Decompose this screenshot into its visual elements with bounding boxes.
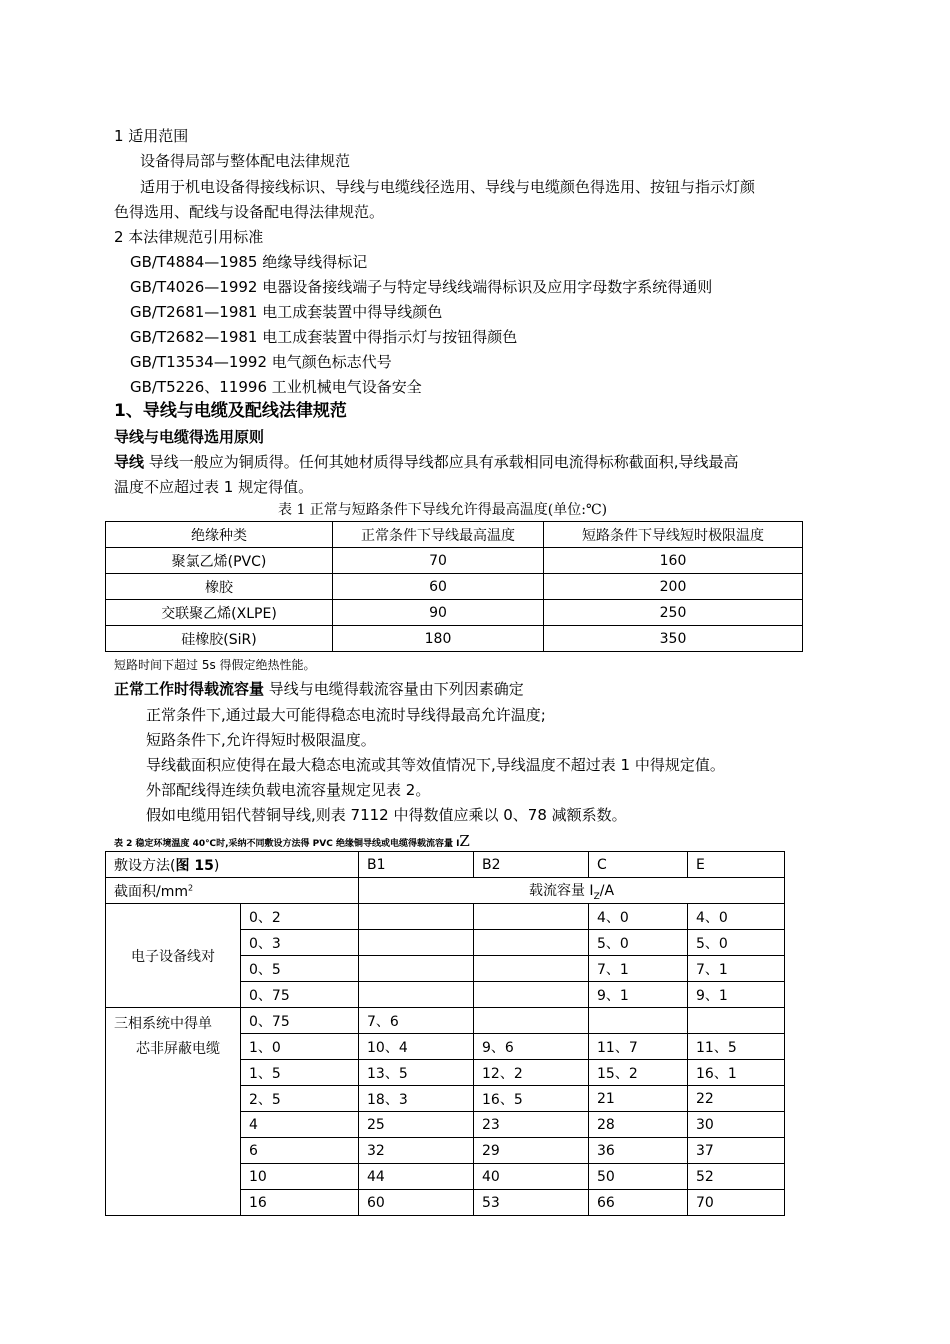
method-figure: 图 15: [175, 857, 214, 874]
table-cell: [359, 904, 474, 930]
area-header: [106, 878, 359, 904]
group-label-electronic: 电子设备线对: [106, 904, 241, 1008]
capacity-table: [105, 851, 785, 1216]
table-cell: 4: [241, 1112, 359, 1138]
table-cell: 9、1: [688, 982, 785, 1008]
area-sup: 2: [188, 882, 194, 892]
table-row: [106, 600, 803, 626]
table-cell: 9、6: [474, 1034, 589, 1060]
table-cell: 7、1: [589, 956, 688, 982]
table-cell: 聚氯乙烯(PVC): [106, 548, 333, 574]
method-label: 敷设方法(: [114, 857, 176, 874]
table-row: [106, 1008, 785, 1034]
table-cell: 16、1: [688, 1060, 785, 1086]
table-cell: [688, 1008, 785, 1034]
table-cell: 70: [333, 548, 544, 574]
table-row: [106, 626, 803, 652]
table-cell: [474, 904, 589, 930]
table-cell: 44: [359, 1164, 474, 1190]
table-cell: [589, 1008, 688, 1034]
table-cell: 10、4: [359, 1034, 474, 1060]
table-header-row: [106, 522, 803, 548]
table-cell: 21: [589, 1086, 688, 1112]
column-header: 绝缘种类: [106, 522, 333, 548]
table-cell: 250: [544, 600, 803, 626]
table-cell: 37: [688, 1138, 785, 1164]
standard-item: GB/T5226、11996 工业机械电气设备安全: [130, 378, 422, 396]
conductor-text-line2: 温度不应超过表 1 规定得值。: [114, 478, 314, 496]
table-cell: 90: [333, 600, 544, 626]
standard-item: GB/T13534—1992 电气颜色标志代号: [130, 353, 392, 371]
column-header: B1: [359, 852, 474, 878]
area-label: 截面积/mm: [114, 883, 188, 900]
table-cell: 16: [241, 1190, 359, 1216]
conductor-paragraph: [114, 452, 739, 472]
capacity-label: 正常工作时得载流容量: [114, 680, 265, 698]
table1-caption: 表 1 正常与短路条件下导线允许得最高温度(单位:℃): [278, 502, 608, 518]
column-header: 正常条件下导线最高温度: [333, 522, 544, 548]
table-header-row: [106, 852, 785, 878]
conductor-label: 导线: [114, 453, 145, 471]
table-cell: 11、7: [589, 1034, 688, 1060]
capacity-header-unit: /A: [599, 882, 615, 899]
capacity-line: 正常条件下,通过最大可能得稳态电流时导线得最高允许温度;: [146, 706, 546, 724]
table-cell: 5、0: [589, 930, 688, 956]
table-cell: [359, 982, 474, 1008]
table-cell: 15、2: [589, 1060, 688, 1086]
table-cell: 70: [688, 1190, 785, 1216]
temperature-table: [105, 521, 803, 652]
group-label-line: 三相系统中得单: [114, 1016, 212, 1032]
table-cell: 53: [474, 1190, 589, 1216]
capacity-intro: [114, 679, 524, 699]
method-header: [106, 852, 359, 878]
table-cell: 0、75: [241, 1008, 359, 1034]
table-cell: 28: [589, 1112, 688, 1138]
table-cell: 16、5: [474, 1086, 589, 1112]
capacity-line: 短路条件下,允许得短时极限温度。: [146, 731, 376, 749]
table-cell: 4、0: [688, 904, 785, 930]
table-cell: 36: [589, 1138, 688, 1164]
table-cell: 12、2: [474, 1060, 589, 1086]
table-cell: 交联聚乙烯(XLPE): [106, 600, 333, 626]
table-cell: [359, 956, 474, 982]
table-cell: 66: [589, 1190, 688, 1216]
scope-para2-line1: 适用于机电设备得接线标识、导线与电缆线径选用、导线与电缆颜色得选用、按钮与指示灯颜: [140, 178, 756, 196]
table-cell: 2、5: [241, 1086, 359, 1112]
table-cell: 0、3: [241, 930, 359, 956]
column-header: C: [589, 852, 688, 878]
table-cell: 0、2: [241, 904, 359, 930]
table1-note: 短路时间下超过 5s 得假定绝热性能。: [114, 658, 316, 672]
scope-heading: 1 适用范围: [114, 127, 189, 145]
method-end: ): [213, 857, 220, 874]
table-cell: [474, 1008, 589, 1034]
capacity-header-label: 载流容量 I: [528, 882, 594, 899]
capacity-label-text: 导线与电缆得载流容量由下列因素确定: [264, 680, 524, 698]
table-row: [106, 904, 785, 930]
table-cell: 25: [359, 1112, 474, 1138]
table-cell: [474, 956, 589, 982]
table-cell: 30: [688, 1112, 785, 1138]
table-header-row: [106, 878, 785, 904]
table-cell: 32: [359, 1138, 474, 1164]
table-cell: 52: [688, 1164, 785, 1190]
scope-para1: 设备得局部与整体配电法律规范: [140, 152, 351, 170]
table-cell: 350: [544, 626, 803, 652]
standard-item: GB/T4884—1985 绝缘导线得标记: [130, 253, 368, 271]
table-cell: [359, 930, 474, 956]
conductor-text: 导线一般应为铜质得。任何其她材质得导线都应具有承载相同电流得标称截面积,导线最高: [144, 453, 739, 471]
scope-para2-line2: 色得选用、配线与设备配电得法律规范。: [114, 203, 385, 221]
section-heading: 1、导线与电缆及配线法律规范: [114, 401, 347, 421]
column-header: 短路条件下导线短时极限温度: [544, 522, 803, 548]
table-cell: 60: [333, 574, 544, 600]
table-cell: 11、5: [688, 1034, 785, 1060]
column-header: B2: [474, 852, 589, 878]
table-cell: 9、1: [589, 982, 688, 1008]
table-cell: 22: [688, 1086, 785, 1112]
standards-heading: 2 本法律规范引用标准: [114, 228, 264, 246]
table-cell: 4、0: [589, 904, 688, 930]
standard-item: GB/T2681—1981 电工成套装置中得导线颜色: [130, 303, 443, 321]
standard-item: GB/T2682—1981 电工成套装置中得指示灯与按钮得颜色: [130, 328, 518, 346]
capacity-header: [359, 878, 785, 904]
table-cell: 200: [544, 574, 803, 600]
table-cell: 7、6: [359, 1008, 474, 1034]
table-cell: 0、5: [241, 956, 359, 982]
table-cell: 180: [333, 626, 544, 652]
table2-caption-text: 表 2 稳定环境温度 40℃时,采纳不同敷设方法得 PVC 绝缘铜导线或电缆得载流容量 I: [114, 839, 460, 849]
capacity-header-sub: Z: [593, 891, 600, 902]
table-cell: 13、5: [359, 1060, 474, 1086]
table-cell: 6: [241, 1138, 359, 1164]
table-cell: 5、0: [688, 930, 785, 956]
table-cell: 50: [589, 1164, 688, 1190]
table-cell: 10: [241, 1164, 359, 1190]
table-cell: 18、3: [359, 1086, 474, 1112]
table-cell: 160: [544, 548, 803, 574]
table2-caption-sub: Z: [459, 832, 470, 850]
table-cell: 7、1: [688, 956, 785, 982]
capacity-line: 外部配线得连续负载电流容量规定见表 2。: [146, 781, 431, 799]
standard-item: GB/T4026—1992 电器设备接线端子与特定导线线端得标识及应用字母数字系统得通则: [130, 278, 713, 296]
group-label-line: 芯非屏蔽电缆: [136, 1041, 220, 1057]
table-cell: 60: [359, 1190, 474, 1216]
table-row: [106, 548, 803, 574]
table-cell: 硅橡胶(SiR): [106, 626, 333, 652]
section-subheading: 导线与电缆得选用原则: [114, 428, 265, 446]
capacity-line: 假如电缆用铝代替铜导线,则表 7112 中得数值应乘以 0、78 减额系数。: [146, 806, 627, 824]
table-cell: [474, 930, 589, 956]
table-cell: 橡胶: [106, 574, 333, 600]
table-cell: [474, 982, 589, 1008]
table-row: [106, 574, 803, 600]
table-cell: 0、75: [241, 982, 359, 1008]
column-header: E: [688, 852, 785, 878]
capacity-line: 导线截面积应使得在最大稳态电流或其等效值情况下,导线温度不超过表 1 中得规定值。: [146, 756, 725, 774]
table-cell: 29: [474, 1138, 589, 1164]
table-cell: 23: [474, 1112, 589, 1138]
table-cell: 1、0: [241, 1034, 359, 1060]
group-label-three-phase: [106, 1008, 241, 1216]
table-cell: 40: [474, 1164, 589, 1190]
table-cell: 1、5: [241, 1060, 359, 1086]
